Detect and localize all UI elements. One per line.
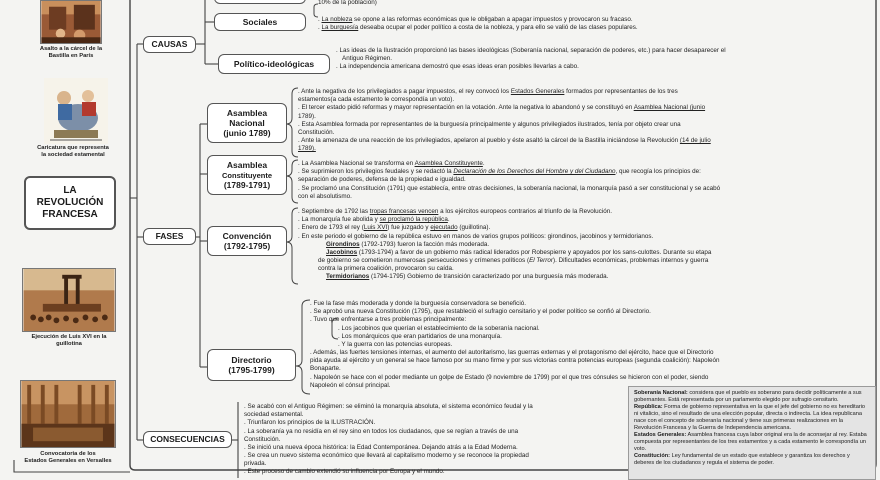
main-title-box <box>24 176 116 230</box>
ac-line-3: separación de poderes, defensa de la propiedad e igualdad. <box>298 176 466 184</box>
convencion-box <box>207 226 287 256</box>
politico-line: . Las ideas de la Ilustración proporcionó las bases ideológicas (Soberanía nacional, separación de poderes, etc.) para hacer desaparecer el <box>336 47 726 54</box>
cons-line: . Este proceso de cambio extendió su influencia por Europa y el mundo. <box>244 468 445 476</box>
execution-louis-xvi-image <box>22 268 116 332</box>
an-line-6: Constitución. <box>298 128 335 136</box>
asamblea-nacional-years: (junio 1789) <box>223 128 271 139</box>
dir-line: Napoleón el cónsul principal. <box>310 381 391 389</box>
sociales-line-2: . La burguesía deseaba ocupar el poder político a costa de la nobleza, y para ello se valió de las clases populares. <box>318 24 638 32</box>
convencion-years: (1792-1795) <box>223 241 271 251</box>
cons-line: . Triunfaron los principios de la ILUSTRACIÓN. <box>244 419 376 427</box>
sociales-line-1: . La nobleza se opone a las reformas económicas que le obligaban a apagar impuestos y provocaron su fracaso. <box>318 16 633 23</box>
cons-line: . La soberanía ya no residía en el rey sino en todos los ciudadanos, que se regían a través de una <box>244 427 519 435</box>
consecuencias-text <box>244 403 533 477</box>
directorio-box <box>207 349 296 381</box>
cons-line: Constitución. <box>244 435 281 443</box>
dir-line: pida ayuda al ejército y un general se hace famoso por su mano firme y por sus victorias contra potencias europeas (segunda coalición): Napoleón <box>310 357 720 365</box>
dir-problem: . Y la guerra con las potencias europeas. <box>338 340 453 348</box>
glossary-box <box>628 386 876 480</box>
ac-line-2: . Se suprimieron los privilegios feudales y se redactó la Declaración de los Derechos del Hombre y del Ciudadano, que recogía los principios de: <box>298 168 701 176</box>
cv-line-3: . Enero de 1793 el rey (Luis XVI) fue juzgado y ejecutado (guillotina). <box>298 224 491 232</box>
cons-line: privada. <box>244 460 267 468</box>
dir-line: Bonaparte. <box>310 365 341 373</box>
dir-problem: . Los monárquicos que eran partidarios de una monarquía. <box>338 332 502 340</box>
asamblea-constituyente-text <box>298 160 720 201</box>
constituyente-years: (1789-1791) <box>223 179 271 190</box>
cons-line: sociedad estamental. <box>244 411 304 419</box>
convencion-label: Convención <box>222 230 272 241</box>
dir-line: . Además, las fuertes tensiones internas, el aumento del autoritarismo, las guerras externas y el protagonismo del ejército, hace que el Directorio <box>310 349 714 357</box>
sociales-box <box>214 13 306 31</box>
caption-3: Ejecución de Luis XVI en la guillotina <box>31 334 107 347</box>
consecuencias-box <box>143 431 232 448</box>
title-line-1: LA <box>63 185 77 196</box>
cons-line: . Se crea un nuevo sistema económico que llevará al capitalismo moderno y se reconoce la propiedad <box>244 452 529 460</box>
dir-line: . Tuvo que enfrentarse a tres problemas principalmente: <box>310 316 467 324</box>
fases-box <box>143 228 196 245</box>
economicas-box-partial <box>214 0 306 4</box>
economicas-text-fragment <box>318 0 377 7</box>
glossary-entry: República: Forma de gobierno representativa en la que el jefe del gobierno no es hereditario ni vitalicio, sino el resultado de una elección popular, directa o indirecta. La idea republicana nace con el concepto de soberanía nacional y tiene sus primeras realizaciones en la Revolución Francesa y la Guerra de Independencia americana. <box>634 403 866 431</box>
directorio-label: Directorio <box>231 354 272 365</box>
fases-label: FASES <box>155 231 184 242</box>
asamblea-constituyente-box <box>207 155 287 195</box>
constituyente-label: Asamblea <box>226 160 268 171</box>
dir-line: . Se aprobó una nueva Constitución (1795), que restableció el sufragio censitario y el poder político se confió al Directorio. <box>310 308 651 316</box>
cons-line: . Se acabó con el Antiguo Régimen: se eliminó la monarquía absoluta, el sistema económico feudal y la <box>244 403 533 410</box>
caricature-image <box>44 78 108 144</box>
cv-line-1: . Septiembre de 1792 las tropas francesas vencen a los ejércitos europeos contrarios al triunfo de la Revolución. <box>298 208 612 215</box>
convencion-text <box>298 208 711 282</box>
jacobinos-line: Jacobinos (1793-1794) a favor de un gobierno más radical liderados por Robespierre y apoyados por los sans-culottes. Durante su etapa <box>326 248 712 256</box>
consecuencias-label: CONSECUENCIAS <box>150 434 225 445</box>
an-line-7: . Ante la amenaza de una reacción de los privilegiados, apelaron al pueblo y éste asaltó la cárcel de la Bastilla iniciándose la Revolución (14 de julio <box>298 137 711 145</box>
jacobinos-line-3: contra la primera coalición, provocaron su caída. <box>318 265 454 273</box>
politico-ideologicas-box <box>218 54 330 74</box>
title-line-3: FRANCESA <box>42 209 98 220</box>
bastille-assault-image <box>40 0 102 44</box>
an-line-5: . Esta Asamblea formada por representantes de la burguesía principalmente y algunos privilegiados ilustrados, tenía por objeto crear una <box>298 120 681 128</box>
cv-line-4: . En este periodo el gobierno de la república estuvo en manos de varios grupos políticos: girondinos, jacobinos y termidorianos. <box>298 232 654 240</box>
glossary-entry: Estados Generales: Asamblea francesa cuya labor original era la de aconsejar al rey. Estaba compuesta por representantes de los tres estamentos y a cada estamento le correspondía un voto. <box>634 431 867 452</box>
an-line-3: . El tercer estado pidió reformas y mayor representación en la votación. Ante la negativa lo abandonó y se constituyó en Asamblea Nacional (junio <box>298 104 706 112</box>
title-line-2: REVOLUCIÓN <box>36 197 104 208</box>
girondinos-line: Girondinos (1792-1793) fueron la facción más moderada. <box>326 240 490 248</box>
jacobinos-line-2: de gobierno se cometieron numerosas persecuciones y crímenes políticos (El Terror). Dificultades económicas, problemas internos y guerra <box>318 257 709 265</box>
asamblea-nacional-text <box>298 88 711 153</box>
economicas-line: 10% de la población) <box>318 0 377 6</box>
sociales-text <box>318 16 638 32</box>
ac-line-4: . Se proclamó una Constitución (1791) que establecía, entre otras decisiones, la soberanía nacional, la monarquía pasó a ser constitucional y se acabó <box>298 184 721 192</box>
dir-problem: . Los jacobinos que querían el establecimiento de la soberanía nacional. <box>338 324 540 332</box>
causas-label: CAUSAS <box>151 39 188 50</box>
causas-box <box>143 36 196 53</box>
ac-line-1: . La Asamblea Nacional se transforma en Asamblea Constituyente. <box>298 160 485 167</box>
politico-text <box>336 47 726 72</box>
estates-general-image <box>20 380 116 448</box>
an-line-4: 1789). <box>298 112 316 120</box>
caption-1: Asalto a la cárcel de la Bastilla en París <box>39 46 103 59</box>
an-line-1: . Ante la negativa de los privilegiados a pagar impuestos, el rey convocó los Estados Generales formados por representantes de los tres <box>298 88 678 95</box>
caption-4: Convocatoria de los Estados Generales en Versalles <box>24 451 112 464</box>
cv-line-2: . La monarquía fue abolida y se proclamó la república. <box>298 216 450 224</box>
sociales-label: Sociales <box>242 16 278 27</box>
constituyente-sub: Constituyente <box>221 170 272 180</box>
politico-label: Político-ideológicas <box>233 58 315 69</box>
termidorianos-line: Termidorianos (1794-1795) Gobierno de transición caracterizado por una burguesía más moderada. <box>326 273 609 281</box>
politico-line: Antiguo Régimen. <box>342 55 393 63</box>
directorio-text <box>310 300 720 390</box>
directorio-years: (1795-1799) <box>228 365 275 375</box>
politico-line: . La independencia americana demostró que esas ideas eran posibles llevarlas a cabo. <box>336 63 579 71</box>
dir-line: . Fue la fase más moderada y donde la burguesía conservadora se benefició. <box>310 300 526 307</box>
an-line-8: 1789). <box>298 145 316 153</box>
dir-line: . Napoleón se hace con el poder mediante un golpe de Estado (9 noviembre de 1799) por el que tres cónsules se hicieron con el poder, siendo <box>310 373 709 381</box>
caption-2: Caricatura que representa la sociedad estamental <box>37 145 109 158</box>
asamblea-nacional-label: Asamblea Nacional <box>226 107 268 128</box>
an-line-2: estamentos(a cada estamento le correspondía un voto). <box>298 96 455 104</box>
asamblea-nacional-box <box>207 103 287 143</box>
glossary-entry: Constitución: Ley fundamental de un estado que establece y garantiza los derechos y deberes de los ciudadanos y regula el sistema de poder. <box>634 452 850 466</box>
cons-line: . Se inició una nueva época histórica: la Edad Contemporánea. Dejando atrás a la Edad Moderna. <box>244 443 518 451</box>
ac-line-5: con el absolutismo. <box>298 192 352 200</box>
glossary-entry: Soberanía Nacional: considera que el pueblo es soberano para decidir políticamente a sus gobernantes. Está representada por un parlamento elegido por sufragio censitario. <box>634 390 862 403</box>
